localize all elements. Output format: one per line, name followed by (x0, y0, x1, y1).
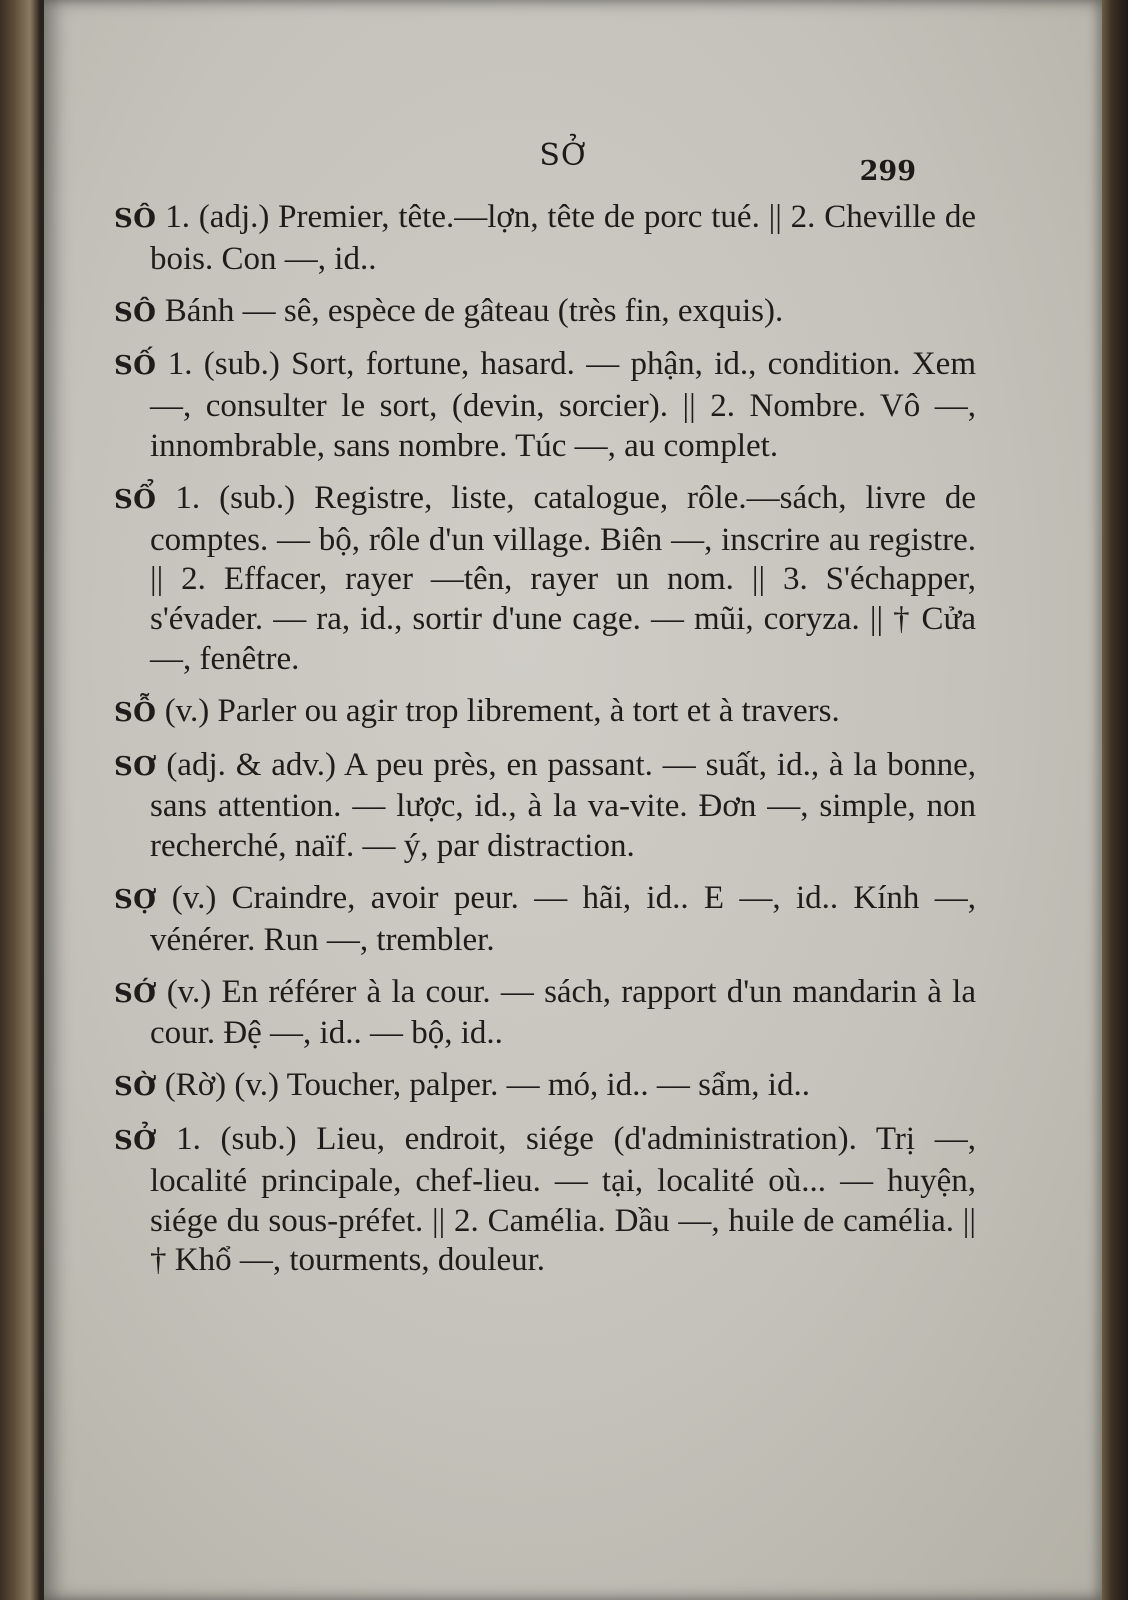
dictionary-entry (114, 692, 976, 734)
dictionary-entry (114, 479, 976, 680)
entry-definition: (adj. & adv.) A peu près, en passant. — suất, id., à la bonne, sans attention. — lược, id., à la va-vite. Đơn —, simple, non recherché, naïf. — ý, par distraction. (150, 746, 977, 865)
entry-definition: (v.) Craindre, avoir peur. — hãi, id.. E —, id.. Kính —, vénérer. Run —, trembler. (150, 879, 977, 958)
entry-definition: (Rờ) (v.) Toucher, palper. — mó, id.. — sẩm, id.. (164, 1067, 810, 1104)
entry-headword: SỚ (114, 978, 157, 1009)
entry-headword: SỐ (114, 351, 157, 382)
entry-list (114, 198, 976, 1293)
entry-headword: SỜ (114, 1072, 157, 1103)
entry-definition: 1. (sub.) Lieu, endroit, siége (d'administration). Trị —, localité principale, chef-lieu. — tại, localité où... — huyện, siége du sous-préfet. || 2. Camélia. Dầu —, huile de camélia. || † Khổ —, tourments, douleur. (150, 1120, 976, 1279)
entry-definition: 1. (sub.) Registre, liste, catalogue, rôle.—sách, livre de comptes. — bộ, rôle d'un village. Biên —, inscrire au registre. || 2. Effacer, rayer —tên, rayer un nom. || 3. S'échapper, s'évader. — ra, id., sortir d'une cage. — mũi, coryza. || † Cửa —, fenêtre. (150, 479, 977, 677)
entry-headword: SÔ (114, 297, 157, 328)
dictionary-entry (114, 345, 976, 466)
entry-headword: SỔ (114, 484, 157, 515)
entry-definition: 1. (adj.) Premier, tête.—lợn, tête de porc tué. || 2. Cheville de bois. Con —, id.. (150, 199, 976, 277)
dictionary-page (44, 0, 1102, 1600)
entry-headword: SƠ (114, 751, 157, 782)
dictionary-entry (114, 1120, 976, 1281)
entry-headword: SÔ (114, 204, 157, 234)
entry-headword: SỞ (114, 1125, 157, 1156)
entry-definition: 1. (sub.) Sort, fortune, hasard. — phận, id., condition. Xem—, consulter le sort, (devin, sorcier). || 2. Nombre. Vô —, innombrable, sans nombre. Túc —, au complet. (150, 346, 976, 464)
dictionary-entry (114, 1066, 976, 1108)
book-edge (1102, 0, 1128, 1600)
running-head: SỞ (539, 138, 587, 173)
dictionary-entry (114, 292, 976, 334)
entry-definition: (v.) En référer à la cour. — sách, rapport d'un mandarin à la cour. Đệ —, id.. — bộ, id.. (150, 973, 976, 1052)
entry-headword: SỖ (114, 697, 157, 728)
entry-definition: (v.) Parler ou agir trop librement, à tort et à travers. (164, 692, 840, 729)
page-number: 299 (859, 156, 916, 187)
dictionary-entry (114, 746, 976, 867)
entry-headword: SỢ (114, 884, 157, 915)
entry-definition: Bánh — sê, espèce de gâteau (très fin, exquis). (164, 292, 784, 329)
dictionary-entry (114, 973, 976, 1055)
dictionary-entry (114, 198, 976, 280)
dictionary-entry (114, 879, 976, 961)
